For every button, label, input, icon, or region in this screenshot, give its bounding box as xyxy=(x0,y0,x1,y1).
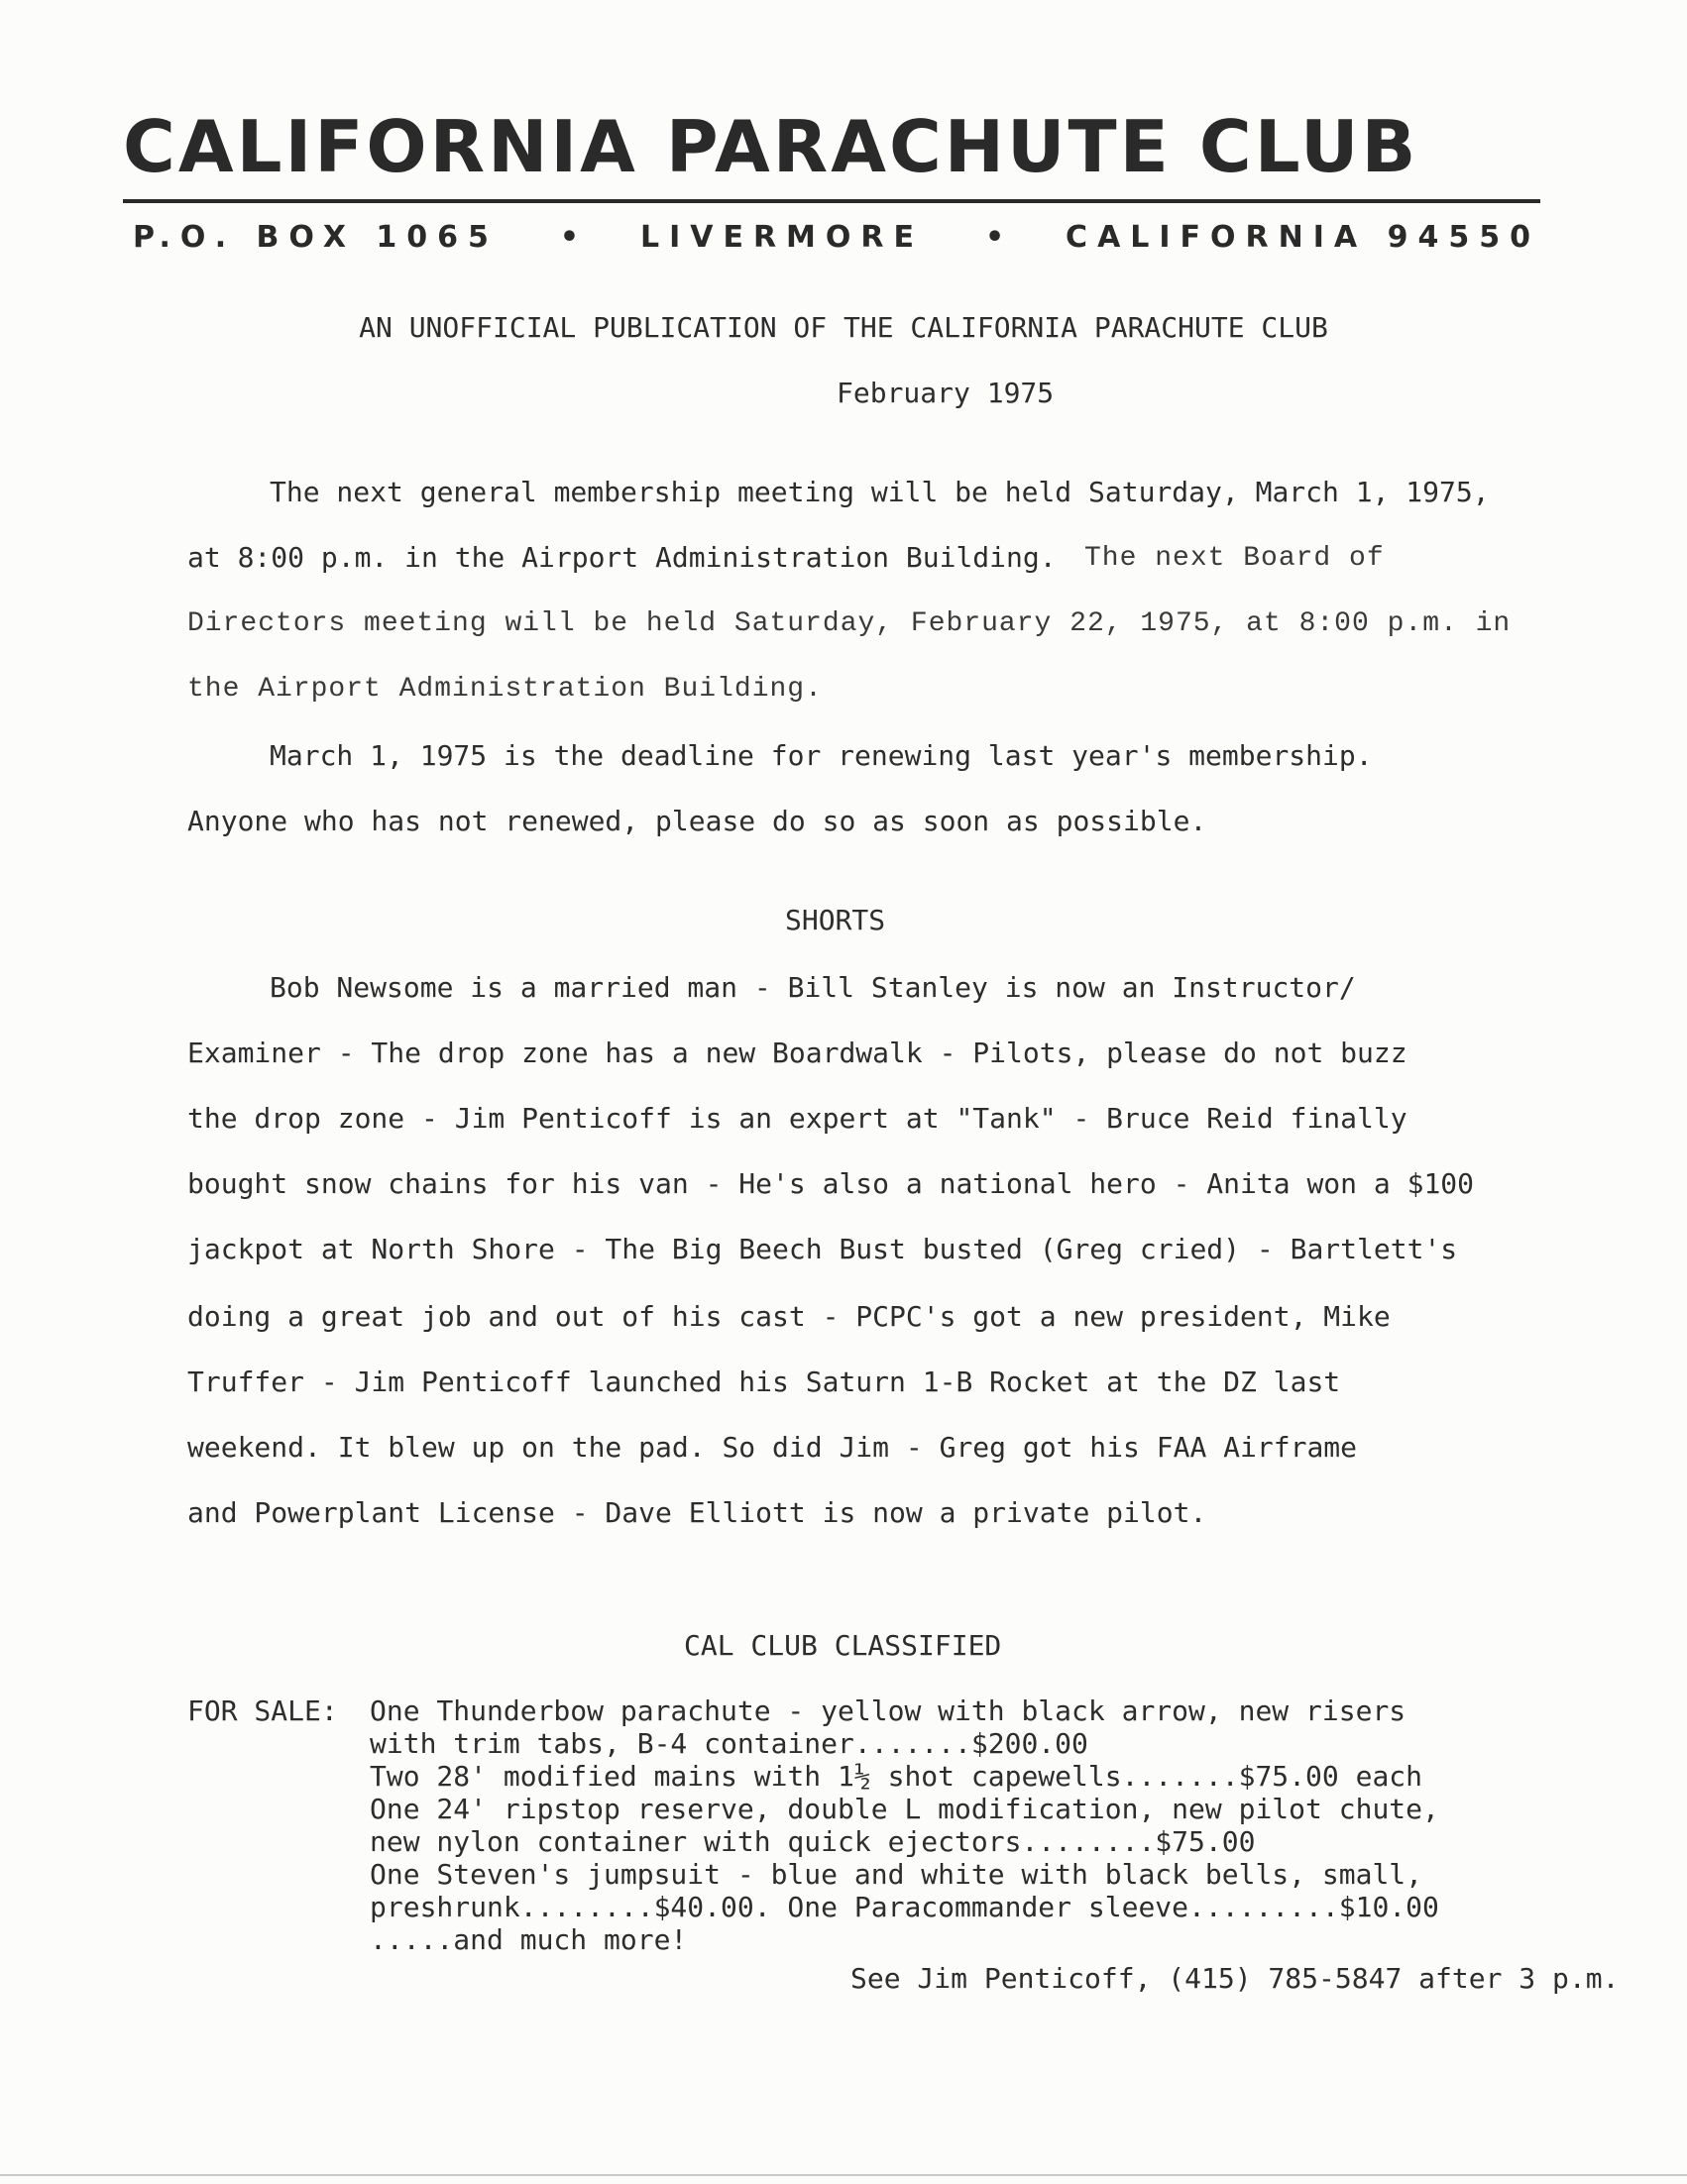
address-separator: • xyxy=(984,220,1005,255)
classified-line: One Thunderbow parachute - yellow with black arrow, new risers xyxy=(370,1694,1406,1727)
classified-line: Two 28' modified mains with 1½ shot capewells.......$75.00 each xyxy=(370,1760,1423,1793)
letterhead-address xyxy=(133,220,1540,255)
publication-note: AN UNOFFICIAL PUBLICATION OF THE CALIFORNIA PARACHUTE CLUB xyxy=(359,311,1328,344)
meetings-line: the Airport Administration Building. xyxy=(187,674,823,705)
shorts-line: bought snow chains for his van - He's also a national hero - Anita won a $100 xyxy=(187,1167,1475,1200)
shorts-line: Truffer - Jim Penticoff launched his Saturn 1-B Rocket at the DZ last xyxy=(187,1365,1341,1398)
shorts-line: and Powerplant License - Dave Elliott is now a private pilot. xyxy=(187,1496,1207,1529)
issue-date: February 1975 xyxy=(837,377,1055,409)
address-po-box: P.O. BOX 1065 xyxy=(133,220,499,255)
classified-listing xyxy=(187,1694,1439,1956)
address-city: LIVERMORE xyxy=(639,220,925,255)
address-separator: • xyxy=(559,220,580,255)
shorts-line: Examiner - The drop zone has a new Boardwalk - Pilots, please do not buzz xyxy=(187,1037,1407,1069)
address-state-zip: CALIFORNIA 94550 xyxy=(1066,220,1540,255)
classified-line: .....and much more! xyxy=(370,1923,688,1956)
classified-line: One 24' ripstop reserve, double L modification, new pilot chute, xyxy=(370,1793,1439,1825)
renewal-line: March 1, 1975 is the deadline for renewing last year's membership. xyxy=(270,739,1373,772)
meetings-line: The next Board of xyxy=(1084,543,1385,574)
shorts-heading: SHORTS xyxy=(785,904,886,936)
classified-heading: CAL CLUB CLASSIFIED xyxy=(684,1629,1002,1662)
classified-contact: See Jim Penticoff, (415) 785-5847 after 3 p.m. xyxy=(850,1962,1620,1995)
shorts-line: jackpot at North Shore - The Big Beech Bust busted (Greg cried) - Bartlett's xyxy=(187,1233,1458,1265)
shorts-line: Bob Newsome is a married man - Bill Stanley is now an Instructor/ xyxy=(270,971,1356,1004)
classified-line: One Steven's jumpsuit - blue and white with black bells, small, xyxy=(370,1858,1423,1891)
classified-line: preshrunk........$40.00. One Paracommander sleeve.........$10.00 xyxy=(370,1891,1439,1923)
letterhead-rule xyxy=(123,199,1540,203)
shorts-line: doing a great job and out of his cast - PCPC's got a new president, Mike xyxy=(187,1300,1391,1333)
classified-line: with trim tabs, B-4 container.......$200.00 xyxy=(370,1727,1088,1760)
meetings-line: The next general membership meeting will be held Saturday, March 1, 1975, xyxy=(270,476,1490,508)
shorts-line: weekend. It blew up on the pad. So did Jim - Greg got his FAA Airframe xyxy=(187,1431,1358,1464)
meetings-line: at 8:00 p.m. in the Airport Administration Building. xyxy=(187,541,1057,574)
for-sale-label: FOR SALE: xyxy=(187,1694,338,1727)
shorts-line: the drop zone - Jim Penticoff is an expert at "Tank" - Bruce Reid finally xyxy=(187,1102,1407,1135)
page-bottom-edge xyxy=(0,2174,1687,2176)
letterhead-title: CALIFORNIA PARACHUTE CLUB xyxy=(123,105,1419,188)
classified-line: new nylon container with quick ejectors........$75.00 xyxy=(370,1825,1256,1858)
renewal-line: Anyone who has not renewed, please do so as soon as possible. xyxy=(187,805,1207,837)
meetings-line: Directors meeting will be held Saturday, February 22, 1975, at 8:00 p.m. in xyxy=(187,608,1512,639)
